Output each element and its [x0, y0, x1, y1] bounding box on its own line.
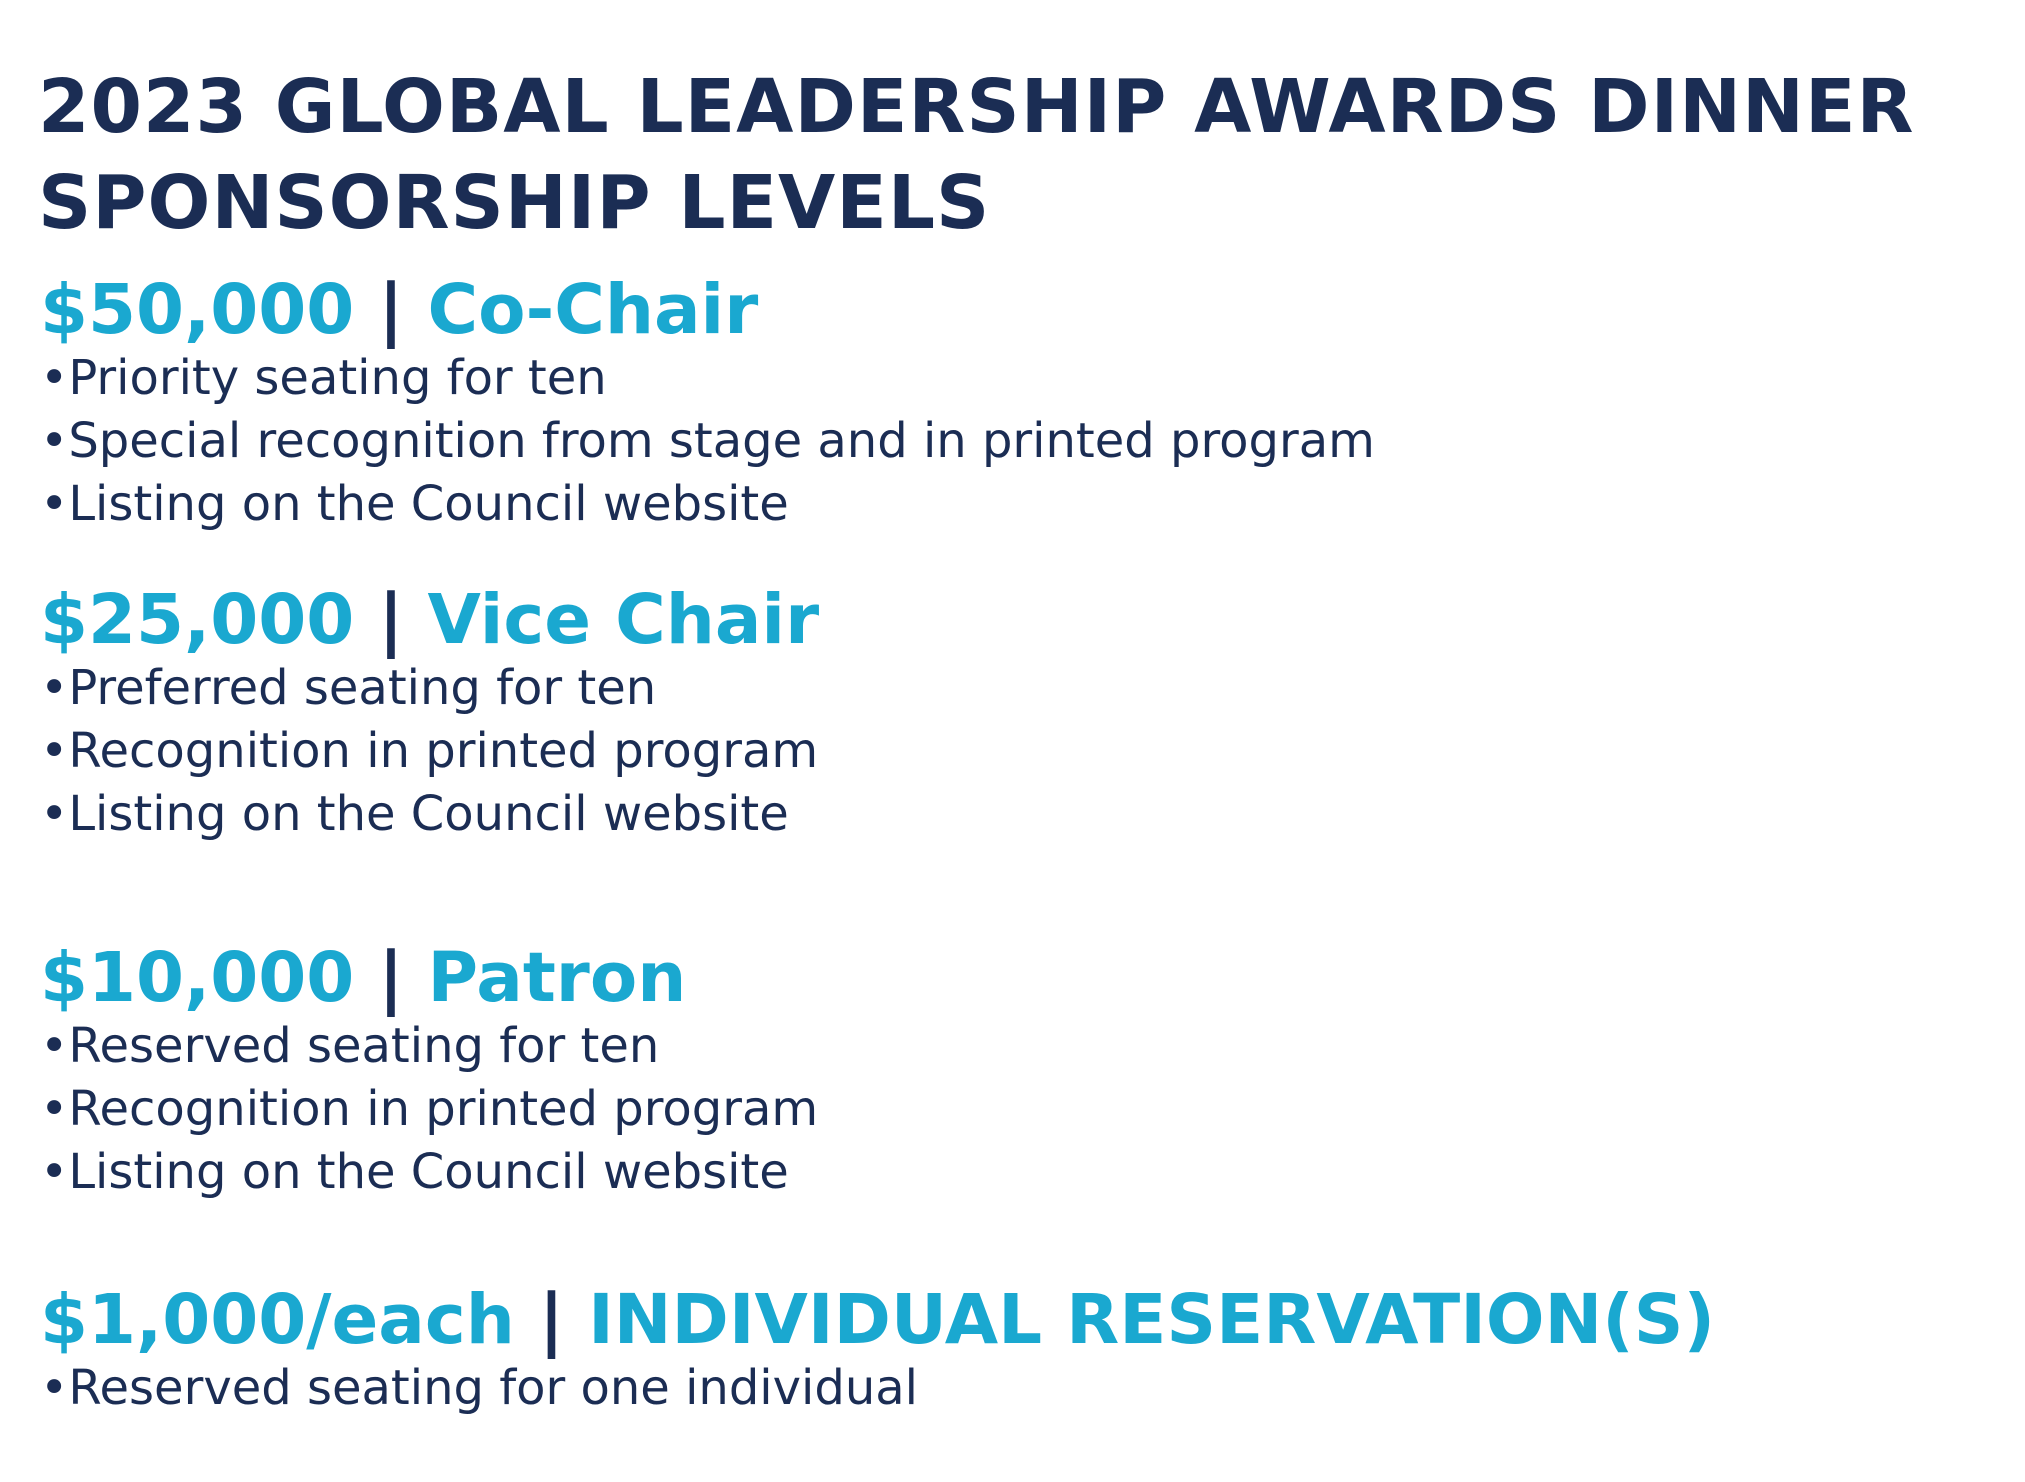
benefit-list — [40, 347, 1375, 536]
benefit-item — [40, 1141, 818, 1204]
benefit-item — [40, 657, 818, 720]
benefit-list — [40, 1357, 918, 1420]
benefit-text: Recognition in printed program — [68, 1081, 819, 1137]
benefit-item — [40, 1078, 818, 1141]
level-separator: | — [538, 1280, 565, 1360]
benefit-item — [40, 347, 1375, 410]
level-separator: | — [378, 938, 404, 1018]
bullet-icon: • — [40, 786, 69, 842]
benefit-item — [40, 410, 1375, 473]
level-name: Vice Chair — [427, 580, 820, 660]
benefit-text: Reserved seating for one individual — [68, 1360, 919, 1416]
benefit-text: Special recognition from stage and in printed program — [68, 413, 1375, 469]
bullet-icon: • — [40, 1144, 69, 1200]
benefit-text: Listing on the Council website — [68, 1144, 789, 1200]
page-title-line-2: SPONSORSHIP LEVELS — [38, 160, 991, 246]
page-title-line-1: 2023 GLOBAL LEADERSHIP AWARDS DINNER — [38, 64, 1915, 150]
level-name: Co-Chair — [427, 270, 759, 350]
bullet-icon: • — [40, 413, 69, 469]
bullet-icon: • — [40, 660, 69, 716]
level-separator: | — [378, 270, 404, 350]
benefit-text: Recognition in printed program — [68, 723, 819, 779]
benefit-item — [40, 720, 818, 783]
level-separator: | — [378, 580, 404, 660]
bullet-icon: • — [40, 1360, 69, 1416]
level-heading — [40, 938, 687, 1018]
bullet-icon: • — [40, 350, 69, 406]
benefit-text: Reserved seating for ten — [68, 1018, 660, 1074]
level-name: Patron — [427, 938, 687, 1018]
benefit-text: Priority seating for ten — [68, 350, 607, 406]
level-name: INDIVIDUAL RESERVATION(S) — [588, 1280, 1716, 1360]
benefit-list — [40, 1015, 818, 1204]
level-price: $1,000/each — [40, 1280, 515, 1360]
benefit-text: Preferred seating for ten — [68, 660, 657, 716]
benefit-list — [40, 657, 818, 846]
benefit-text: Listing on the Council website — [68, 786, 789, 842]
benefit-item — [40, 1357, 918, 1420]
bullet-icon: • — [40, 1018, 69, 1074]
level-price: $25,000 — [40, 580, 355, 660]
benefit-text: Listing on the Council website — [68, 476, 789, 532]
level-heading — [40, 270, 759, 350]
level-price: $50,000 — [40, 270, 355, 350]
benefit-item — [40, 473, 1375, 536]
bullet-icon: • — [40, 1081, 69, 1137]
bullet-icon: • — [40, 723, 69, 779]
level-heading — [40, 580, 820, 660]
benefit-item — [40, 1015, 818, 1078]
benefit-item — [40, 783, 818, 846]
bullet-icon: • — [40, 476, 69, 532]
level-heading — [40, 1280, 1716, 1360]
level-price: $10,000 — [40, 938, 355, 1018]
